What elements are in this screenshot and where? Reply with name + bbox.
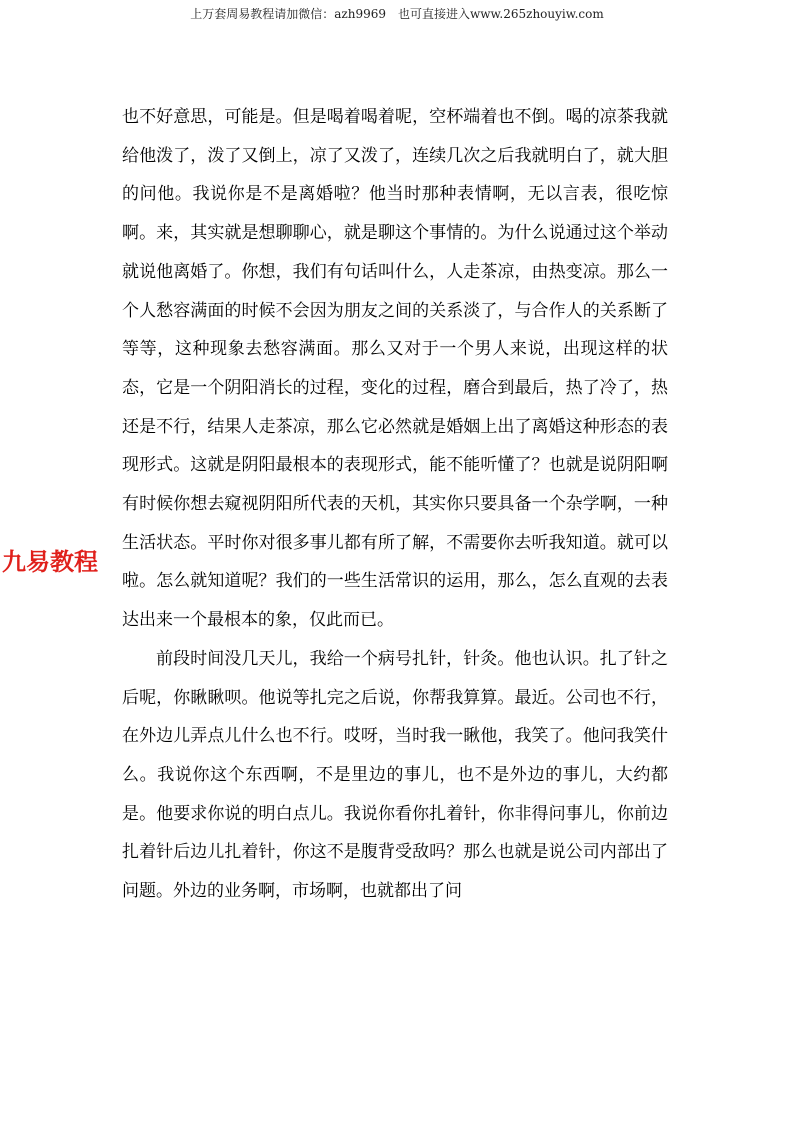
header-site-text: 也可直接进入www.265zhouyiw.com	[398, 7, 604, 21]
body-paragraph-2: 前段时间没几天儿，我给一个病号扎针，针灸。他也认识。扎了针之后呢，你瞅瞅呗。他说等扎完之后说，你帮我算算。最近。公司也不行，在外边儿弄点儿什么也不行。哎呀，当时我一瞅他，我笑了。他问我笑什么。我说你这个东西啊，不是里边的事儿，也不是外边的事儿，大约都是。他要求你说的明白点儿。我说你看你扎着针，你非得问事儿，你前边扎着针后边儿扎着针，你这不是腹背受敌吗？那么也就是说公司内部出了问题。外边的业务啊，市场啊，也就都出了问	[122, 648, 668, 902]
body-paragraph-1: 也不好意思，可能是。但是喝着喝着呢，空杯端着也不倒。喝的凉茶我就给他泼了，泼了又倒上，凉了又泼了，连续几次之后我就明白了，就大胆的问他。我说你是不是离婚啦？他当时那种表情啊，无以言表，很吃惊啊。来，其实就是想聊聊心，就是聊这个事情的。为什么说通过这个举动就说他离婚了。你想，我们有句话叫什么，人走茶凉，由热变凉。那么一个人愁容满面的时候不会因为朋友之间的关系淡了，与合作人的关系断了等等，这种现象去愁容满面。那么又对于一个男人来说，出现这样的状态，它是一个阴阳消长的过程，变化的过程，磨合到最后，热了冷了，热还是不行，结果人走茶凉，那么它必然就是婚姻上出了离婚这种形态的表现形式。这就是阴阳最根本的表现形式，能不能听懂了？也就是说阴阳啊有时候你想去窥视阴阳所代表的天机，其实你只要具备一个杂学啊，一种生活状态。平时你对很多事儿都有所了解，不需要你去听我知道。就可以啦。怎么就知道呢？我们的一些生活常识的运用，那么，怎么直观的去表达出来一个最根本的象，仅此而已。	[122, 107, 668, 631]
header-contact-text: 上万套周易教程请加微信：azh9969	[190, 7, 387, 21]
document-body	[122, 98, 668, 911]
watermark-logo: 九易教程	[2, 548, 98, 576]
page-header	[0, 6, 794, 22]
